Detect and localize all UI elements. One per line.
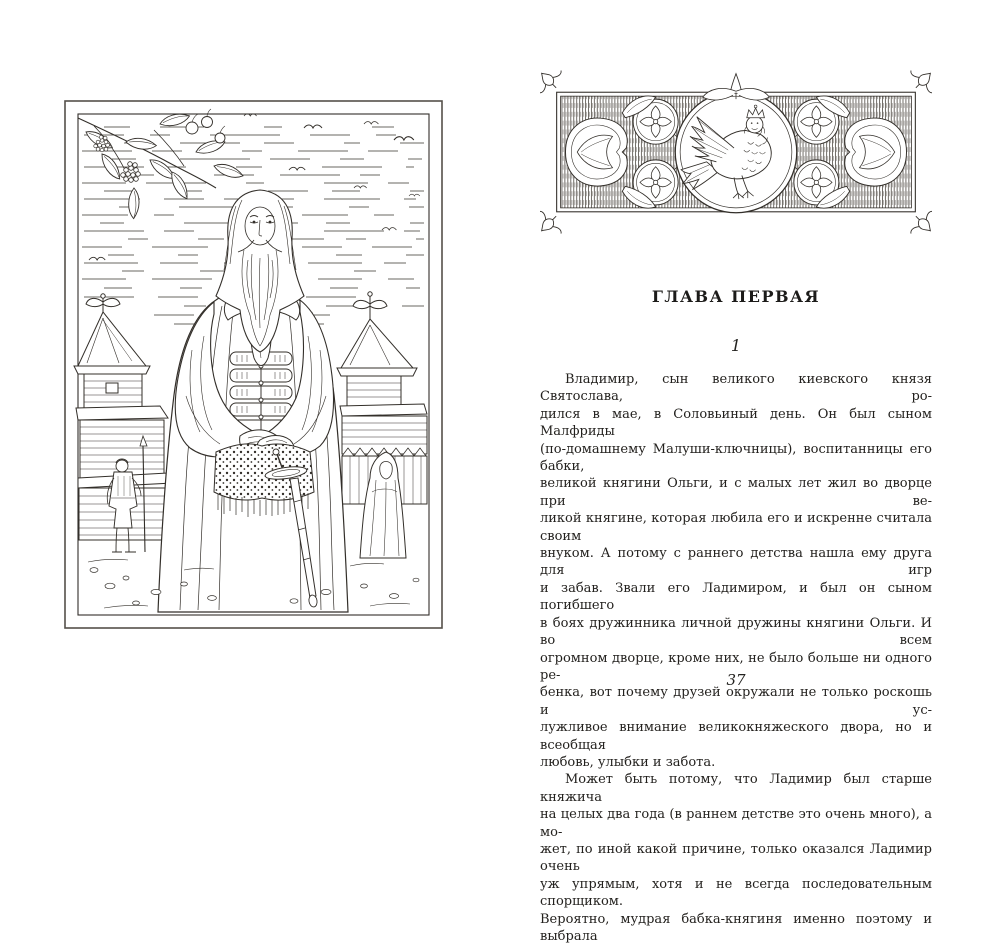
text-line: любовь, улыбки и забота. [540, 754, 716, 770]
text-line: бенка, вот почему друзей окружали не только роскошь и ус- [540, 685, 932, 718]
right-page [540, 0, 932, 944]
paragraph [540, 771, 932, 945]
chapter-headpiece [540, 64, 932, 242]
text-line: огромном дворце, кроме них, не было больше ни одного ре- [540, 650, 932, 683]
text-line: ликой княгине, которая любила его и искренне считала своим [540, 511, 932, 544]
text-line: Владимир, сын великого киевского князя Святослава, ро- [540, 372, 932, 405]
corner-fleur-icon [905, 205, 932, 242]
text-line: великой княгини Ольги, и с малых лет жил во дворце при ве- [540, 476, 932, 509]
text-line: Вероятно, мудрая бабка-княгиня именно поэтому и выбрала [540, 911, 932, 944]
body-text [540, 371, 932, 945]
text-line: (по-домашнему Малуши-ключницы), воспитанницы его бабки, [540, 441, 932, 475]
page-number: 37 [726, 671, 746, 689]
corner-fleur-icon [905, 64, 932, 99]
left-page [64, 100, 443, 629]
corner-fleur-icon [540, 205, 567, 242]
section-number: 1 [730, 336, 742, 355]
corner-fleur-icon [540, 64, 567, 99]
text-line: в боях дружинника личной дружины княгини Ольги. И во всем [540, 615, 932, 649]
text-line: дился в мае, в Соловьиный день. Он был сыном Малфриды [540, 406, 932, 440]
sirin-medallion [675, 74, 797, 213]
text-line: уж упрямым, хотя и не всегда последовательным спорщиком. [540, 876, 932, 910]
text-line: жет, по иной какой причине, только оказался Ладимир очень [540, 841, 932, 875]
text-line: внуком. А потому с раннего детства нашла ему друга для игр [540, 546, 932, 579]
paragraph [540, 371, 932, 771]
text-line: на целых два года (в раннем детстве это очень много), а мо- [540, 807, 932, 840]
text-line: и забав. Звали его Ладимиром, и был он сыном погибшего [540, 580, 932, 614]
chapter-title: ГЛАВА ПЕРВАЯ [651, 287, 821, 306]
text-line: Может быть потому, что Ладимир был старше княжича [540, 772, 932, 805]
text-line: лужливое внимание великокняжеского двора, но и всеобщая [540, 720, 932, 753]
prince-illustration [64, 100, 443, 629]
